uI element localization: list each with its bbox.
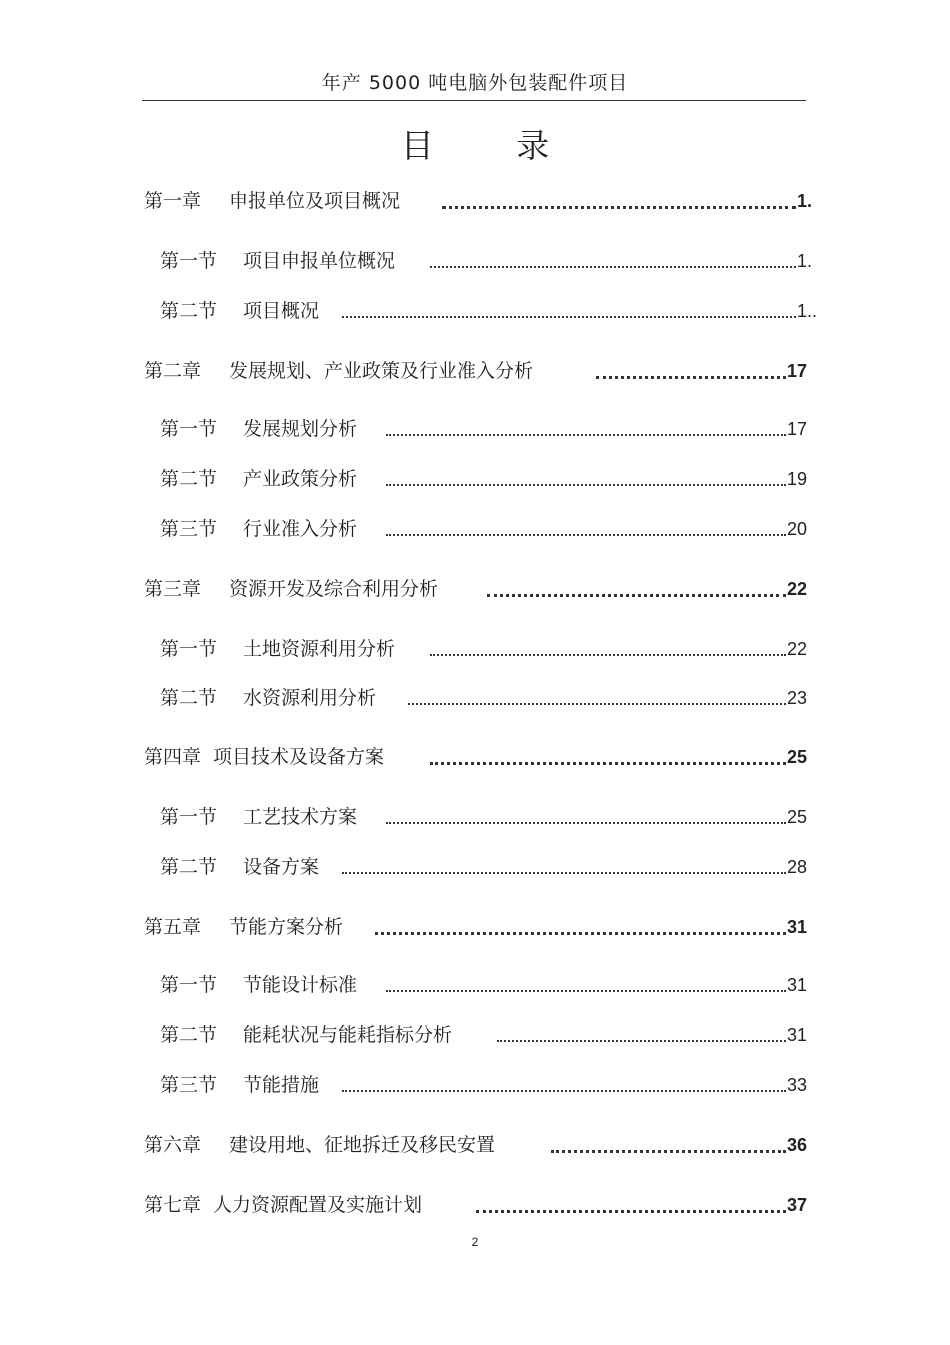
toc-entry-title: 项目技术及设备方案 <box>213 746 385 768</box>
toc-section-1-1[interactable] <box>0 246 950 276</box>
toc-section-5-2[interactable] <box>0 1020 950 1050</box>
toc-chapter-6[interactable] <box>0 1130 950 1160</box>
toc-chapter-2[interactable] <box>0 356 950 386</box>
toc-entry-title: 建设用地、征地拆迁及移民安置 <box>229 1134 496 1156</box>
toc-entry-title: 工艺技术方案 <box>243 806 358 828</box>
toc-section-2-1[interactable] <box>0 414 950 444</box>
toc-page-number: 22 <box>787 579 808 599</box>
toc-leader-dots <box>487 594 786 597</box>
toc-section-5-1[interactable] <box>0 970 950 1000</box>
toc-entry-title: 项目概况 <box>243 300 320 322</box>
toc-entry-title: 项目申报单位概况 <box>243 250 396 272</box>
toc-leader-dots <box>386 990 786 992</box>
toc-entry-number: 第二节 <box>160 687 218 709</box>
toc-page-number: 23 <box>787 688 808 708</box>
toc-entry-title: 能耗状况与能耗指标分析 <box>243 1024 453 1046</box>
toc-entry-number: 第一节 <box>160 250 218 272</box>
toc-page-number: 31 <box>787 1025 808 1045</box>
toc-page-number: 31 <box>787 917 808 937</box>
toc-section-4-1[interactable] <box>0 802 950 832</box>
toc-chapter-1[interactable] <box>0 186 950 216</box>
toc-entry-number: 第二节 <box>160 856 218 878</box>
toc-page-number: 28 <box>787 857 808 877</box>
toc-entry-number: 第二章 <box>144 360 202 382</box>
toc-leader-dots <box>497 1040 786 1042</box>
toc-entry-number: 第一节 <box>160 638 218 660</box>
toc-section-2-2[interactable] <box>0 464 950 494</box>
toc-leader-dots <box>551 1150 786 1153</box>
toc-chapter-4[interactable] <box>0 742 950 772</box>
toc-section-3-1[interactable] <box>0 634 950 664</box>
toc-leader-dots <box>476 1210 786 1213</box>
header-divider <box>142 100 806 101</box>
toc-entry-number: 第二节 <box>160 1024 218 1046</box>
toc-leader-dots <box>342 872 786 874</box>
toc-entry-title: 水资源利用分析 <box>243 687 377 709</box>
toc-page-number: 33 <box>787 1075 808 1095</box>
toc-page-number: 17 <box>787 419 808 439</box>
toc-leader-dots <box>342 316 796 318</box>
toc-chapter-5[interactable] <box>0 912 950 942</box>
toc-entry-title: 节能措施 <box>243 1074 320 1096</box>
toc-entry-number: 第一节 <box>160 806 218 828</box>
toc-leader-dots <box>430 654 786 656</box>
toc-entry-title: 土地资源利用分析 <box>243 638 396 660</box>
toc-entry-title: 行业准入分析 <box>243 518 358 540</box>
toc-chapter-3[interactable] <box>0 574 950 604</box>
toc-entry-number: 第三节 <box>160 1074 218 1096</box>
toc-entry-number: 第七章 <box>144 1194 202 1216</box>
toc-entry-number: 第一章 <box>144 190 202 212</box>
toc-entry-title: 人力资源配置及实施计划 <box>213 1194 423 1216</box>
toc-entry-number: 第一节 <box>160 974 218 996</box>
toc-entry-title: 资源开发及综合利用分析 <box>229 578 439 600</box>
toc-entry-title: 发展规划分析 <box>243 418 358 440</box>
toc-page-number: 31 <box>787 975 808 995</box>
toc-entry-title: 发展规划、产业政策及行业准入分析 <box>229 360 534 382</box>
toc-entry-number: 第四章 <box>144 746 202 768</box>
toc-section-3-2[interactable] <box>0 683 950 713</box>
toc-chapter-7[interactable] <box>0 1190 950 1220</box>
toc-section-4-2[interactable] <box>0 852 950 882</box>
toc-entry-title: 申报单位及项目概况 <box>229 190 401 212</box>
toc-leader-dots <box>386 822 786 824</box>
toc-section-5-3[interactable] <box>0 1070 950 1100</box>
toc-entry-title: 产业政策分析 <box>243 468 358 490</box>
toc-page-number: 20 <box>787 519 808 539</box>
toc-leader-dots <box>430 762 786 765</box>
toc-entry-number: 第二节 <box>160 300 218 322</box>
toc-entry-title: 节能设计标准 <box>243 974 358 996</box>
toc-page-number: 37 <box>787 1195 808 1215</box>
toc-page-number: 25 <box>787 807 808 827</box>
toc-page-number: 25 <box>787 747 808 767</box>
toc-page-number: 19 <box>787 469 808 489</box>
toc-page-number: 1.. <box>797 301 818 321</box>
toc-leader-dots <box>386 534 786 536</box>
toc-section-1-2[interactable] <box>0 296 950 326</box>
toc-leader-dots <box>596 376 786 379</box>
toc-page-number: 22 <box>787 639 808 659</box>
toc-entry-title: 节能方案分析 <box>229 916 344 938</box>
toc-entry-number: 第一节 <box>160 418 218 440</box>
toc-leader-dots <box>430 266 796 268</box>
page-number-footer: 2 <box>471 1235 479 1249</box>
toc-section-2-3[interactable] <box>0 514 950 544</box>
toc-leader-dots <box>342 1090 786 1092</box>
toc-leader-dots <box>442 206 796 209</box>
toc-entry-number: 第五章 <box>144 916 202 938</box>
toc-entry-number: 第六章 <box>144 1134 202 1156</box>
toc-page-number: 17 <box>787 361 808 381</box>
toc-entry-title: 设备方案 <box>243 856 320 878</box>
toc-title: 目 录 <box>400 126 586 165</box>
toc-entry-number: 第三节 <box>160 518 218 540</box>
toc-page-number: 1. <box>797 191 813 211</box>
running-header: 年产 5000 吨电脑外包装配件项目 <box>321 72 629 94</box>
toc-page-number: 1. <box>797 251 813 271</box>
toc-leader-dots <box>375 932 786 935</box>
toc-leader-dots <box>408 703 786 705</box>
toc-entry-number: 第二节 <box>160 468 218 490</box>
toc-leader-dots <box>386 484 786 486</box>
toc-entry-number: 第三章 <box>144 578 202 600</box>
toc-page-number: 36 <box>787 1135 808 1155</box>
toc-leader-dots <box>386 434 786 436</box>
